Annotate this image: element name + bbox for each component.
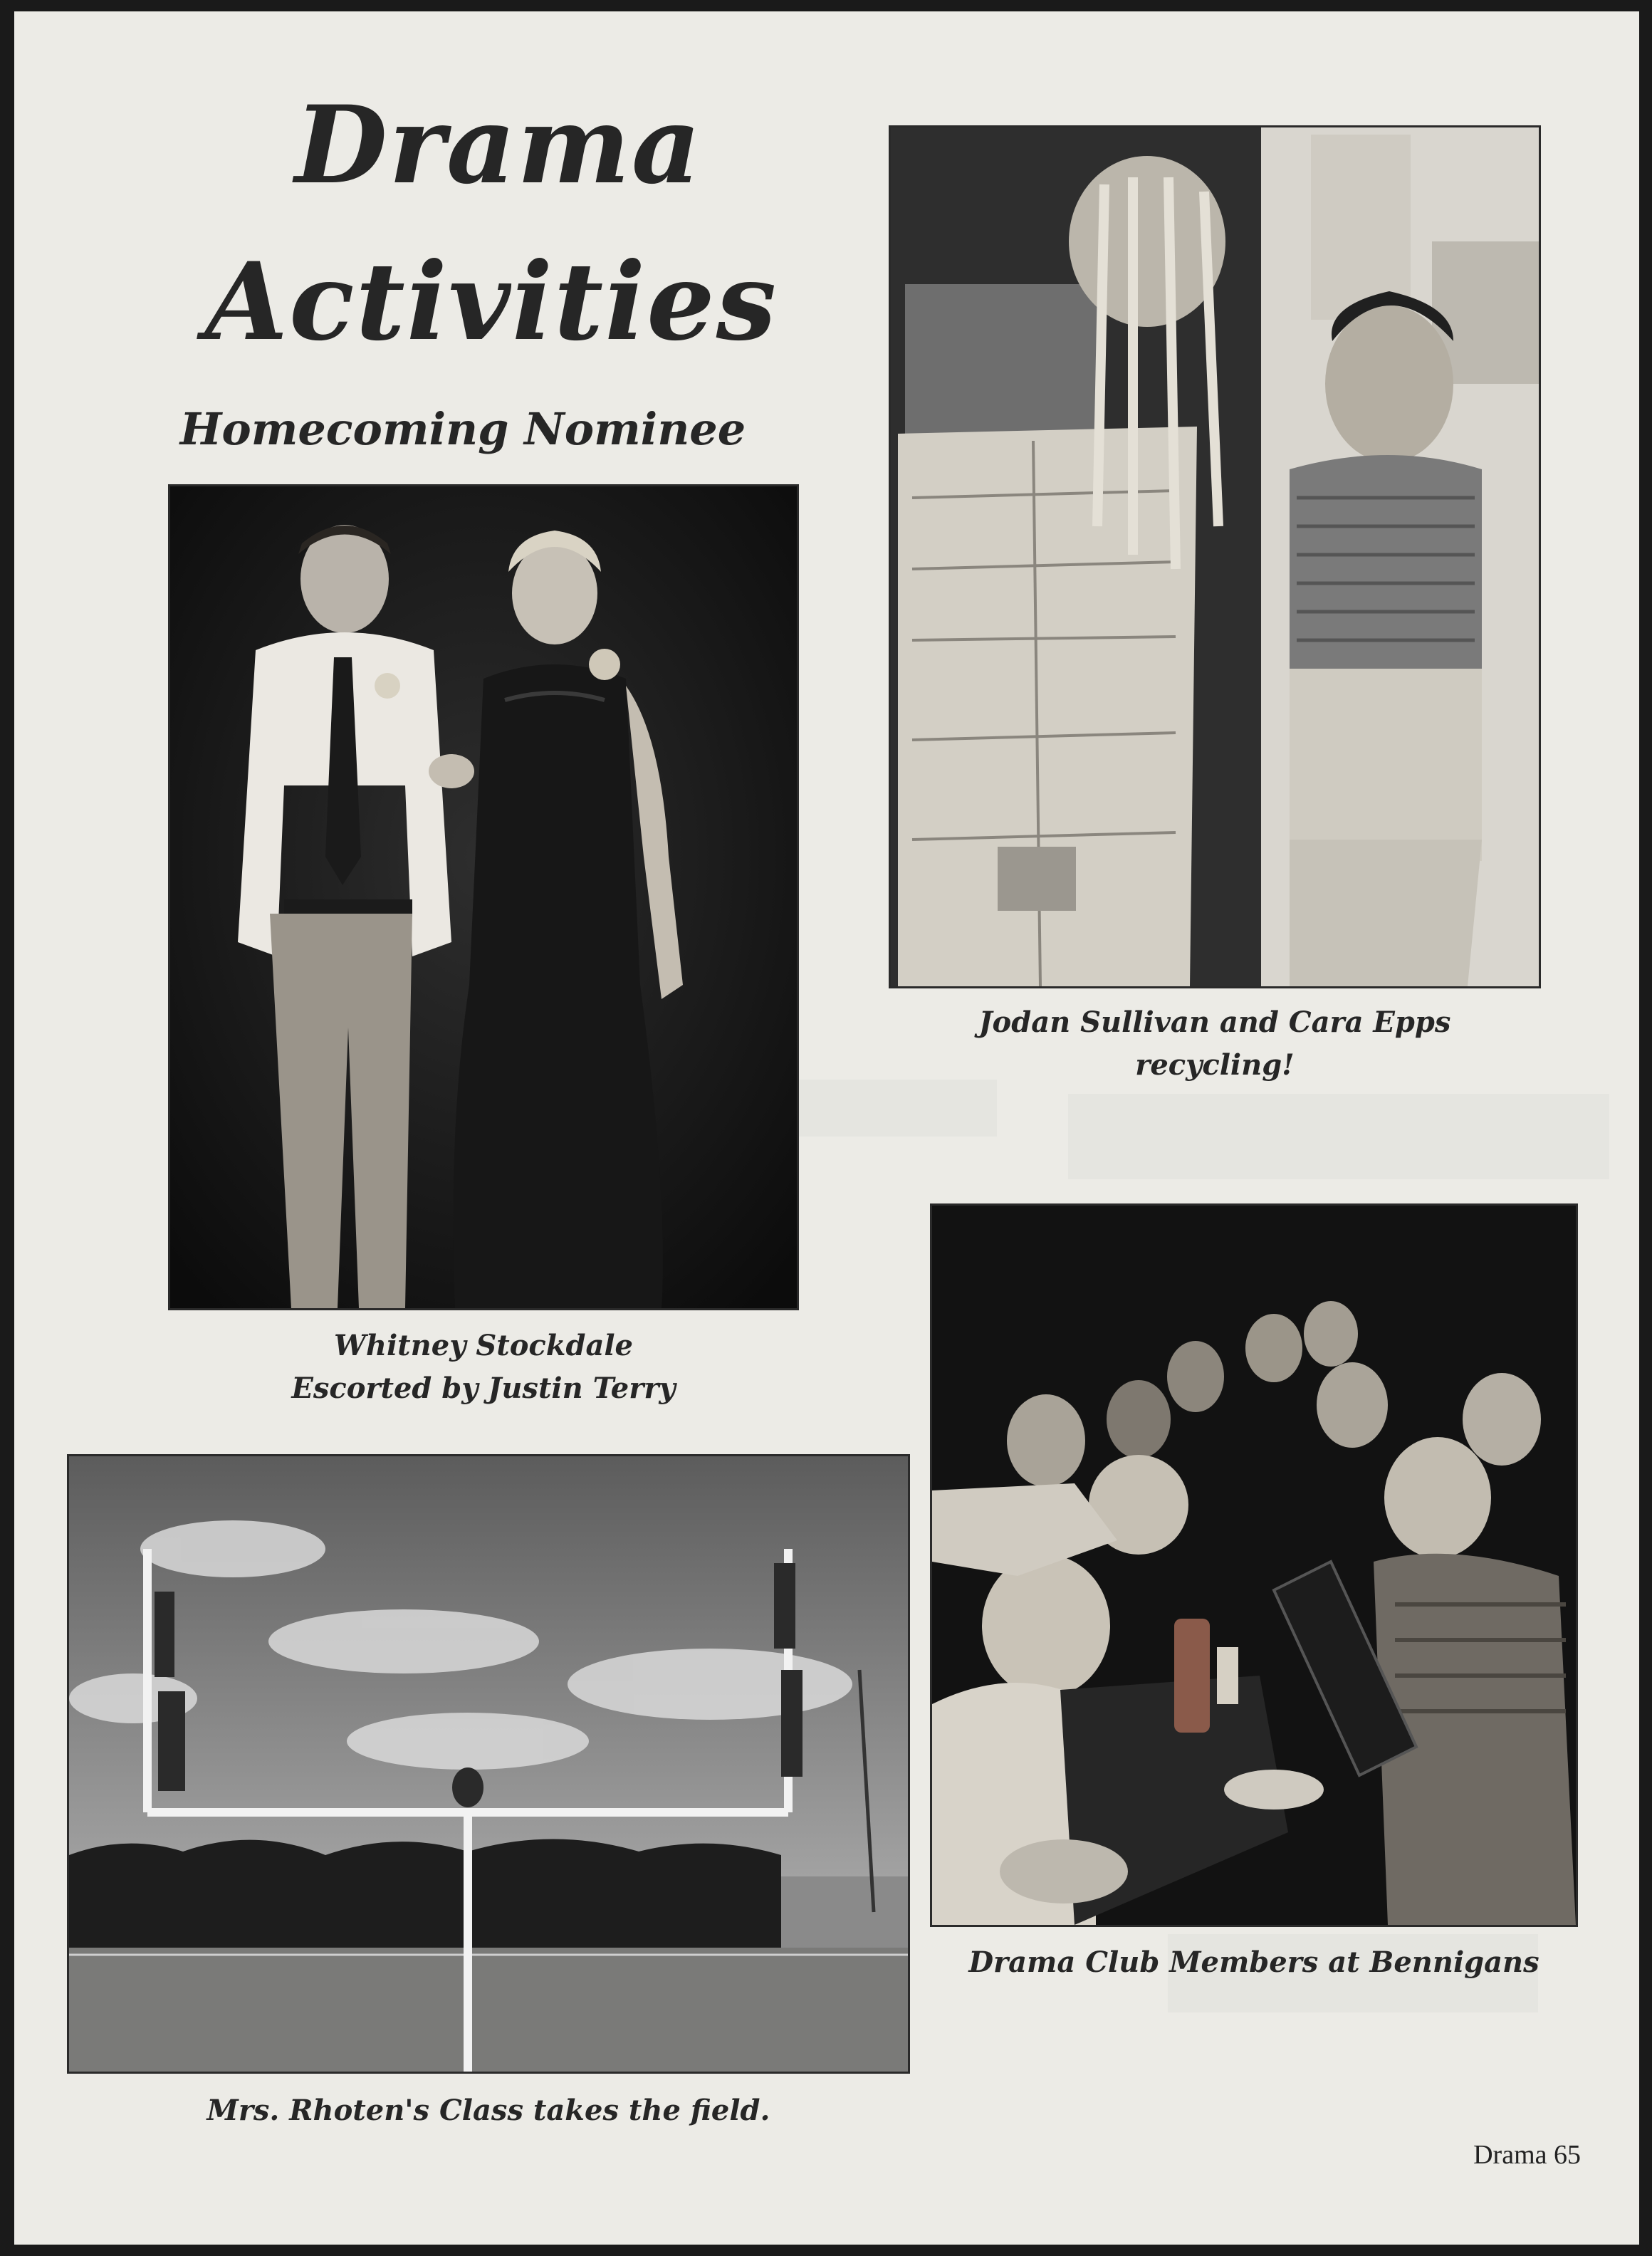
homecoming-photo	[168, 484, 799, 1310]
page-title-line1: Drama	[294, 83, 703, 208]
page-title-line2: Activities	[204, 239, 778, 365]
homecoming-caption-line2: Escorted by Justin Terry	[291, 1372, 676, 1405]
bennigans-photo	[930, 1203, 1578, 1927]
homecoming-caption-line1: Whitney Stockdale	[333, 1329, 634, 1362]
field-caption: Mrs. Rhoten's Class takes the field.	[206, 2094, 770, 2127]
homecoming-caption	[168, 1325, 799, 1410]
recycling-photo-art	[891, 127, 1539, 986]
bleed-through-block	[1068, 1094, 1609, 1179]
bennigans-caption: Drama Club Members at Bennigans	[968, 1946, 1539, 1979]
field-photo-art	[69, 1456, 908, 2072]
bleed-through-block	[783, 1080, 997, 1137]
recycling-caption-line2: recycling!	[1135, 1048, 1295, 1082]
homecoming-photo-art	[170, 486, 797, 1308]
bennigans-photo-art	[932, 1206, 1576, 1925]
recycling-caption	[889, 1001, 1541, 1087]
yearbook-page	[14, 11, 1639, 2245]
field-photo	[67, 1454, 910, 2074]
recycling-photo	[889, 125, 1541, 988]
section-subtitle: Homecoming Nominee	[179, 403, 746, 455]
recycling-caption-line1: Jodan Sullivan and Cara Epps	[978, 1006, 1451, 1039]
page-folio: Drama 65	[1473, 2140, 1581, 2170]
